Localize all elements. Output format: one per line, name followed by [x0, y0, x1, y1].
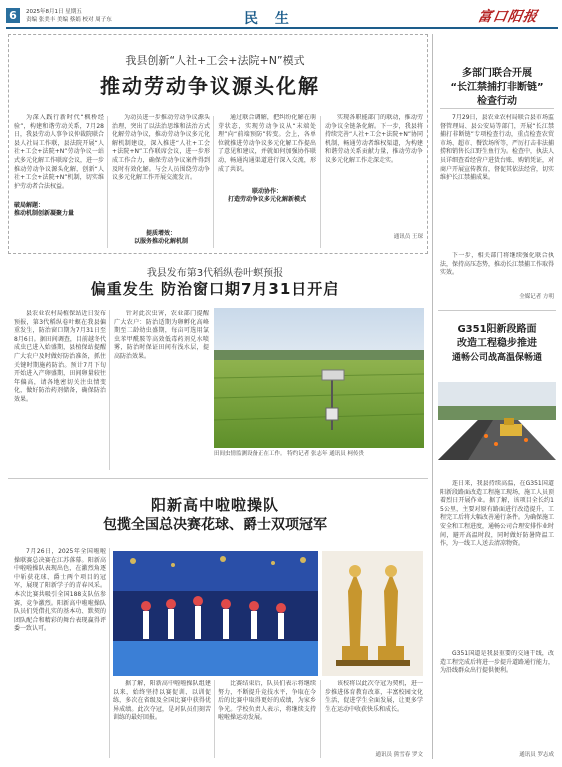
article3-byline: 通讯员 熊雪春 罗文 [375, 752, 423, 758]
right2-body: 连日来，我县持续高温，在G351国道阳新段路面改造工程施工现场，施工人员顶着烈日开展作业。据了解，该项目全长约15公里，主要对原有路面进行改造提升，工程完工后将大幅改善通行条件。为确保施工安全和工程进度，通畅公司合理安排作业时间，避开高温时段，同时做好防暑降温工作，为一线工人送去清凉物资。 [440, 480, 554, 548]
right1-body2: 下一步，相关部门将继续强化联合执法，保持高压态势，推动长江禁捕工作取得实效。 [440, 252, 554, 277]
article1-subhead3: 联动协作： [251, 188, 282, 195]
article3-col3: 比赛结束后，队员们表示将继续努力，不断提升竞技水平，争取在今后的比赛中取得更好的成绩，为家乡争光。学校负责人表示，将继续支持啦啦操运动发展。 [218, 680, 316, 722]
col-divider [109, 548, 110, 758]
col-divider [107, 116, 108, 248]
article2-kicker: 我县发布第3代稻纵卷叶螟预报 [146, 268, 284, 279]
right2-body2: G351国道是我县重要的交通干线，改造工程完成后将进一步提升道路通行能力，为沿线群众出行提供便利。 [440, 650, 554, 675]
col-divider [213, 116, 214, 248]
article1-subhead1b: 推动机制创新凝聚力量 [14, 210, 75, 217]
article1-col1: 为深入践行新时代“枫桥经验”，构建和谐劳动关系，7月28日，我县劳动人事争议仲裁院联合县人社局工作联，县法院开展“人社+工会+法院+N”劳动争议一站式多元化解工作联席会议，进一步推动劳动争议源头化解，创新“人社+工会+法院+N”机制，切实维护劳动者合法权益。 [14, 114, 104, 190]
right1-body: 7月29日，县农业农村局联合县市场监督管理局、县公安局等部门，开展“长江禁捕打非断链”专项检查行动，重点检查农贸市场、超市、餐饮场所等，严厉打击非法捕捞和销售长江野生鱼行为。检查中，执法人员详细查看经营户进货台账、购销凭证，对商户开展宣传教育，督促其依法经营，切实维护长江禁捕成果。 [440, 114, 554, 182]
editor-line: 责编 张美丰 美编 蔡娟 校对 周子东 [26, 17, 112, 23]
header-rule [6, 27, 558, 29]
article1-col2: 为动员进一步推动劳动争议源头治理，突出了以法治思维和法治方式化解劳动争议，推动劳动争议多元化解机制建设，深入推进“人社+工会+法院+N”工作联席会议，进一步形成工作合力，确保劳动争议案件得到及时有效化解。与会人员围绕劳动争议多元化解工作开展交流发言。 [112, 114, 210, 182]
article2-col1: 县农业农村局植保站近日发布预报，第3代稻纵卷叶螟在我县偏重发生，防治窗口期为7月31日至8月6日。据田间调查，目前越冬代成虫已进入始盛期，县植保站提醒广大农户及时做好防治准备，抓住关键时期施药防治。预计7月下旬开始进入产卵盛期，田间卵量较往年偏高，请各地密切关注虫情变化，做好防治药剂储备，确保防治效果。 [14, 310, 106, 403]
col-divider [109, 310, 110, 470]
article3-title2: 包揽全国总决赛花球、爵士双项冠军 [103, 517, 327, 533]
date-line: 2025年8月1日 星期五 [26, 9, 82, 15]
road-photo [438, 382, 556, 460]
right1-title2: “长江禁捕打非断链” [450, 82, 544, 93]
trophy-photo [322, 551, 423, 676]
right2-title2: 改造工程稳步推进 [457, 338, 537, 349]
article3-col2: 据了解，阳新高中啦啦操队组建以来，始终坚持以赛促训、以训促练，多次在省级及全国比赛中获得优异成绩。此次夺冠，是对队员们刻苦训练的最好回报。 [113, 680, 211, 722]
right-section-rule [438, 310, 556, 311]
article1-subhead2b: 以服务推动化解机制 [133, 238, 188, 245]
cheer-photo [113, 551, 318, 676]
article1-col4: 实现各职能部门的联动，推动劳动争议全链条化解。下一步，我县将持续完善“人社+工会+法院+N”协同机制，畅通劳动者维权渠道，为构建和谐劳动关系贡献力量，推动劳动争议多元化解工作走深走实。 [325, 114, 423, 164]
article2-title: 偏重发生 防治窗口期7月31日开启 [90, 280, 340, 298]
right1-title1: 多部门联合开展 [462, 68, 532, 79]
article1-col3: 通过联合调解，把纠纷化解在萌芽状态，实现劳动争议从“末端处理”向“前端预防”转变。会上，各单位就推进劳动争议多元化解工作提出了意见和建议，并就如何加强协作联动，畅通沟通渠道进行深入交流，形成了共识。 [218, 114, 316, 173]
right2-title1: G351阳新段路面 [457, 324, 537, 335]
article1-subhead1: 破局解题： [14, 202, 45, 209]
right1-title3: 检查行动 [477, 96, 517, 107]
page-number-box: 6 [6, 8, 20, 23]
right2-title3: 通畅公司战高温保畅通 [451, 353, 542, 363]
right-column-divider [432, 34, 433, 759]
right1-byline: 全媒记者 方明 [519, 294, 554, 300]
right2-byline: 通讯员 罗志成 [519, 752, 554, 758]
article1-subhead2: 提质增效： [145, 230, 176, 237]
article1-kicker: 我县创新“人社+工会+法院+N”模式 [125, 54, 305, 67]
article3-col1: 7月26日，2025年全国啦啦操联赛总决赛在江苏落幕。阳新高中啦啦操队表现出色，在激烈角逐中斩获花球、爵士两个项目的冠军，展现了阳新学子的青春风采。本次比赛共吸引全国188支队伍参赛，竞争激烈。阳新高中啦啦操队队员们凭借扎实的基本功、默契的团队配合和精彩的舞台表现赢得评委一致认可。 [14, 548, 106, 633]
right1-rule [440, 108, 554, 109]
field-photo [214, 308, 424, 448]
article2-col2: 针对此次虫害，农业部门提醒广大农户：防治适期为卵孵化高峰期至二龄幼虫盛期，每亩可选用氯虫苯甲酰胺等高效低毒药剂兑水喷雾，防治时保证田间有浅水层，提高防治效果。 [114, 310, 209, 360]
masthead-logo: 富口阳报 [476, 9, 540, 25]
article1-title: 推动劳动争议源头化解 [100, 74, 320, 98]
article1-subhead3b: 打造劳动争议多元化解新模式 [227, 196, 306, 203]
col-divider [320, 116, 321, 248]
section-rule [8, 478, 428, 479]
article3-title1: 阳新高中啦啦操队 [150, 496, 279, 514]
article1-byline: 通讯员 王琛 [393, 234, 423, 240]
col-divider [320, 680, 321, 758]
article3-col4: 该校将以此次夺冠为契机，进一步推进体育教育改革，丰富校园文化生活，促进学生全面发展，让更多学生在运动中收获快乐和成长。 [325, 680, 423, 713]
article2-caption: 田间虫情监测设备正在工作。 特约记者 张志年 通讯员 柯传贵 [214, 451, 364, 457]
section-title: 民 生 [244, 11, 295, 27]
col-divider [214, 680, 215, 758]
